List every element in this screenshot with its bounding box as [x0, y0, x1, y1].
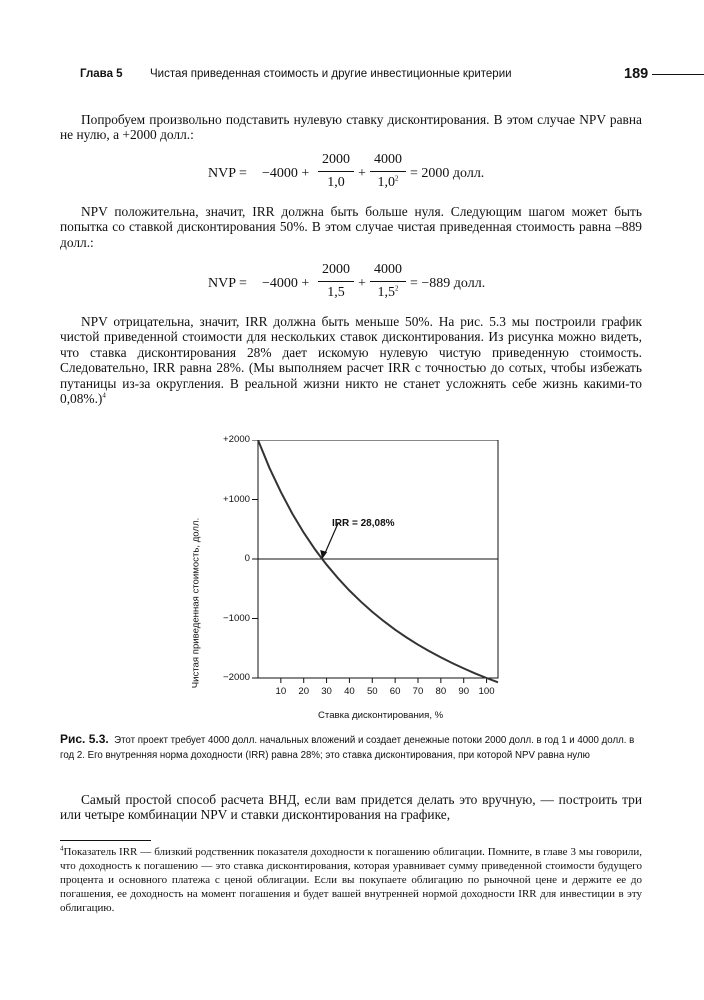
y-axis-label-text: Чистая приведенная стоимость, долл.	[190, 517, 202, 689]
fraction-1	[318, 262, 354, 301]
footnote-ref: 4	[102, 391, 106, 400]
formula-2	[180, 262, 580, 306]
figure-caption-text: Этот проект требует 4000 долл. начальных вложений и создает денежные потоки 2000 долл. в год 1 и 4000 долл. в год 2. Его внутренняя норма доходности (IRR) равна 28%; это ставка дисконтирования, при которой NPV равна нулю	[60, 735, 635, 761]
x-tick-label: 10	[275, 686, 287, 697]
numerator: 4000	[374, 262, 402, 277]
page-number: 189	[624, 66, 649, 82]
formula-result: = −889 долл.	[410, 276, 486, 291]
npv-chart	[188, 434, 528, 725]
denominator-base: 1,0	[377, 175, 395, 190]
numerator: 2000	[322, 152, 350, 167]
y-tick-label: +2000	[223, 434, 250, 445]
x-tick-label: 80	[435, 686, 447, 697]
fraction-bar	[370, 171, 406, 172]
footnote-rule	[60, 840, 151, 841]
fraction-bar	[370, 281, 406, 282]
formula-term: −4000 +	[262, 166, 310, 181]
npv-curve	[258, 440, 498, 682]
denominator	[370, 175, 406, 191]
x-axis-label: Ставка дисконтирования, %	[318, 710, 444, 721]
paragraph-2: NPV положительна, значит, IRR должна быть больше нуля. Следующим шагом может быть попытка со ставкой дисконтирования 50%. В этом случае чистая приведенная стоимость равна –889 долл.:	[60, 204, 642, 250]
fraction-bar	[318, 171, 354, 172]
header-rule	[652, 74, 704, 75]
chapter-label: Глава 5	[80, 68, 123, 80]
figure-caption	[60, 732, 642, 763]
running-header	[80, 68, 704, 86]
fraction-2	[370, 152, 406, 191]
footnote-mark: 4	[60, 844, 64, 853]
formula-lhs: NVP =	[208, 166, 247, 181]
irr-annotation: IRR = 28,08%	[332, 518, 395, 529]
x-tick-label: 50	[366, 686, 378, 697]
fraction-2	[370, 262, 406, 301]
paragraph-3-text: NPV отрицательна, значит, IRR должна быть меньше 50%. На рис. 5.3 мы построили график чистой приведенной стоимости для нескольких ставок дисконтирования. Из рисунка можно видеть, что ставка дисконтирования 28% дает искомую нулевую чистую приведенную стоимость. Следовательно, IRR равна 28%. (Мы выполняем расчет IRR с точностью до сотых, чтобы избежать путаницы из-за округления. В реальной жизни никто не станет усложнять себе жизнь какими-то 0,08%.)	[60, 314, 642, 407]
exponent: 2	[395, 284, 399, 293]
paragraph-3	[60, 314, 642, 406]
fraction-bar	[318, 281, 354, 282]
y-tick-label: 0	[244, 553, 250, 564]
exponent: 2	[395, 174, 399, 183]
formula-result: = 2000 долл.	[410, 166, 485, 181]
y-tick-label: −2000	[223, 672, 250, 683]
denominator: 1,5	[327, 285, 345, 300]
y-tick-label: −1000	[223, 612, 250, 624]
numerator: 4000	[374, 152, 402, 167]
y-tick-label: +1000	[223, 493, 250, 505]
paragraph-1: Попробуем произвольно подставить нулевую ставку дисконтирования. В этом случае NPV равна не нулю, а +2000 долл.:	[60, 112, 642, 143]
y-axis-label	[189, 508, 203, 698]
x-tick-label: 90	[458, 686, 470, 697]
x-tick-label: 40	[344, 686, 355, 697]
denominator: 1,0	[327, 175, 345, 190]
x-tick-label: 70	[412, 686, 424, 697]
formula-lhs: NVP =	[208, 276, 247, 291]
x-tick-label: 60	[389, 686, 401, 697]
x-tick-label: 100	[478, 686, 495, 697]
formula-1	[180, 152, 580, 196]
figure-number: Рис. 5.3.	[60, 732, 109, 746]
paragraph-4: Самый простой способ расчета ВНД, если вам придется делать это вручную, — построить три или четыре комбинации NPV и ставки дисконтирования на графике,	[60, 792, 642, 823]
formula-term: −4000 +	[262, 276, 310, 291]
x-tick-label: 30	[321, 686, 332, 697]
x-tick-label: 20	[298, 686, 310, 697]
chapter-title: Чистая приведенная стоимость и другие инвестиционные критерии	[150, 68, 512, 80]
denominator	[370, 285, 406, 301]
numerator: 2000	[322, 262, 350, 277]
plus-sign: +	[358, 166, 366, 181]
footnote-text: Показатель IRR — близкий родственник показателя доходности к погашению облигации. Помните, в главе 3 мы говорили, что доходность к погашению — это ставка дисконтирования, которая уравнивает сумму приведенной стоимости будущего процента и основного платежа с ценой облигации. Если вы покупаете облигацию по рыночной цене и держите ее до погашения, ее доходность на момент погашения и будет вашей внутренней нормой доходности IRR для инвестиции в эту облигацию.	[60, 846, 642, 914]
fraction-1	[318, 152, 354, 191]
plus-sign: +	[358, 276, 366, 291]
denominator-base: 1,5	[377, 285, 395, 300]
footnote	[60, 845, 642, 915]
